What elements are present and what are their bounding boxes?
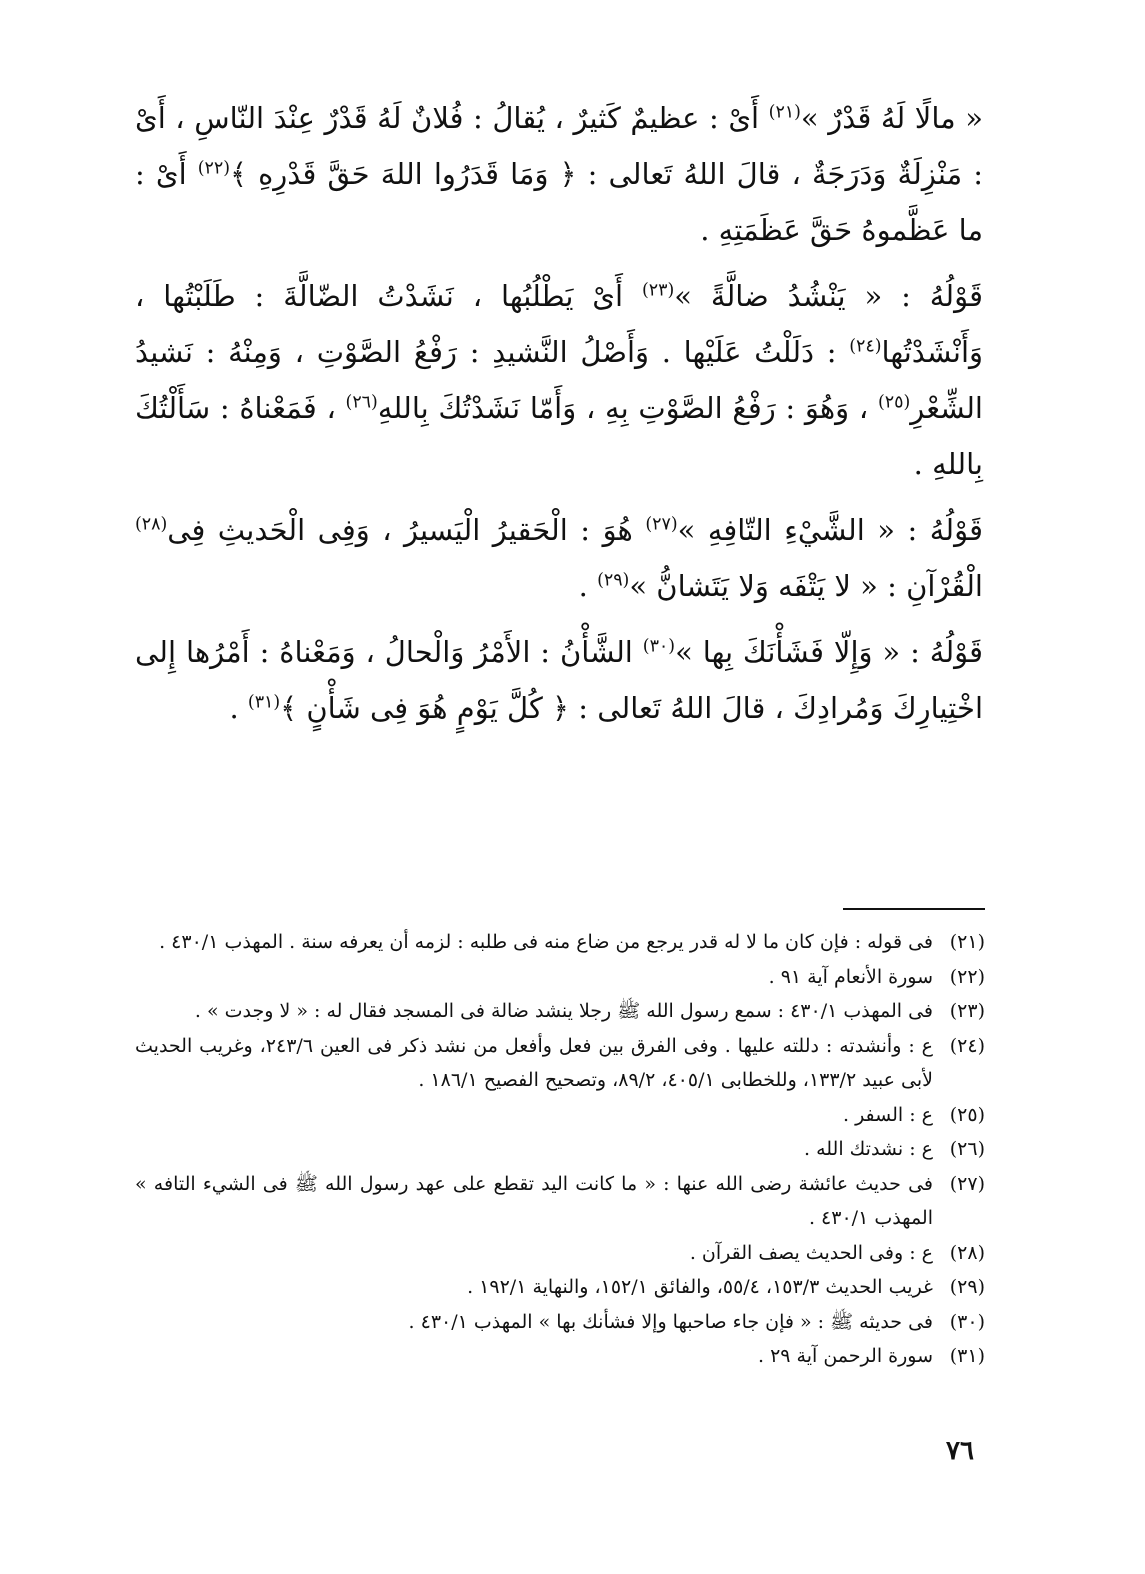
footnote-item [135, 925, 985, 960]
footnote-number: (٢٩) [949, 1276, 985, 1298]
paragraph-text: أَىْ : عظيمٌ كَثيرٌ ، يُقالُ : فُلانٌ لَهُ قَدْرٌ عِنْدَ النّاسِ ، أَىْ : مَنْزِلَةٌ وَدَرَجَةٌ ، قالَ اللهُ تَعالى : ﴿ وَمَا قَدَرُوا اللهَ حَقَّ قَدْرِهِ ﴾ [135, 101, 984, 191]
footnote-item [135, 1236, 985, 1271]
footnote-ref: (٣٠) [642, 636, 676, 657]
footnote-item [135, 1305, 985, 1340]
paragraph-text: الشَّأْنُ : الأَمْرُ وَالْحالُ ، وَمَعْناهُ : أَمْرُها إِلى اخْتِيارِكَ وَمُرادِكَ ، قالَ اللهُ تَعالى : ﴿ كُلَّ يَوْمٍ هُوَ فِى شَأْنٍ ﴾ [135, 635, 983, 725]
footnote-number: (٢٤) [949, 1034, 985, 1057]
paragraph [135, 624, 983, 736]
paragraph-text: ، وَهُوَ : رَفْعُ الصَّوْتِ بِهِ ، وَأَمّا نَشَدْتُكَ بِاللهِ [377, 391, 878, 425]
footnote-ref: (٢٦) [345, 392, 378, 413]
page-number: ٧٦ [946, 1436, 974, 1466]
footnote-ref: (٢٨) [135, 514, 168, 535]
footnote-item [135, 1167, 985, 1236]
footnote-text: ع : وفى الحديث يصف القرآن . [689, 1241, 933, 1264]
footnote-item [135, 1132, 985, 1167]
footnote-ref: (٢٥) [877, 392, 911, 413]
paragraph-text: قَوْلُهُ : « وَإِلّا فَشَأْنَكَ بِها » [675, 635, 984, 669]
footnote-text: فى حديثه ﷺ : « فإن جاء صاحبها وإلا فشأنك بها » المهذب ٤٣٠/١ . [408, 1310, 933, 1333]
footnote-item [135, 1098, 985, 1133]
footnote-text: فى قوله : فإن كان ما لا له قدر يرجع من ضاع منه فى طلبه : لزمه أن يعرفه سنة . المهذب ٤٣٠/١ . [159, 931, 933, 953]
paragraph-text: . [229, 691, 248, 725]
paragraph-text: قَوْلُهُ : « الشَّيْءِ التّافِهِ » [677, 513, 983, 547]
footnote-item [135, 1270, 985, 1305]
footnote-item [135, 1339, 985, 1374]
paragraph-text: أَىْ يَطْلُبُها ، نَشَدْتُ الضّالَّةَ : طَلَبْتُها ، وَأَنْشَدْتُها [135, 279, 983, 369]
footnote-ref: (٢٢) [197, 158, 231, 179]
main-text [135, 90, 983, 746]
paragraph-text: قَوْلُهُ : « يَنْشُدُ ضالَّةً » [674, 279, 983, 313]
paragraph-text: أَىْ : ما عَظَّموهُ حَقَّ عَظَمَتِهِ . [135, 157, 983, 247]
footnote-ref: (٢٤) [849, 336, 882, 357]
paragraph [135, 90, 983, 258]
footnote-item [135, 960, 985, 995]
footnote-text: ع : وأنشدته : دللته عليها . وفى الفرق بين فعل وأفعل من نشد ذكر فى العين ٢٤٣/٦، وغريب الحديث لأبى عبيد ١٣٣/٢، وللخطابى ٤٠٥/١، ٨٩/٢، وتصحيح الفصيح ١٨٦/١ . [135, 1034, 933, 1091]
footnote-number: (٢٢) [949, 965, 985, 988]
footnote-separator [843, 908, 985, 910]
footnote-number: (٢٧) [949, 1172, 985, 1195]
paragraph-text: . [578, 569, 598, 603]
footnote-ref: (٣١) [247, 692, 281, 713]
footnotes [135, 925, 985, 1374]
footnote-text: سورة الأنعام آية ٩١ . [768, 965, 933, 988]
footnote-ref: (٢٣) [641, 280, 675, 301]
footnote-ref: (٢٧) [645, 514, 678, 535]
footnote-number: (٢٥) [949, 1103, 985, 1126]
footnote-number: (٣١) [949, 1345, 985, 1367]
paragraph-text: : دَلَلْتُ عَلَيْها . وَأَصْلُ النَّشيدِ : رَفْعُ الصَّوْتِ ، وَمِنْهُ : نَشيدُ الشِّعْرِ [135, 335, 983, 425]
footnote-number: (٢١) [949, 931, 985, 953]
footnote-ref: (٢١) [768, 102, 801, 123]
footnote-text: سورة الرحمن آية ٢٩ . [758, 1345, 933, 1367]
footnote-number: (٢٦) [949, 1138, 985, 1160]
footnote-text: غريب الحديث ١٥٣/٣، ٥٥/٤، والفائق ١٥٢/١، والنهاية ١٩٢/١ . [467, 1276, 933, 1298]
footnote-item [135, 994, 985, 1029]
footnote-text: فى المهذب ٤٣٠/١ : سمع رسول الله ﷺ رجلا ينشد ضالة فى المسجد فقال له : « لا وجدت » . [194, 1000, 933, 1022]
footnote-text: ع : نشدتك الله . [804, 1138, 933, 1160]
footnote-number: (٢٣) [949, 1000, 985, 1022]
paragraph-text: الْقُرْآنِ : « لا يَتْفَه وَلا يَتَشانُّ » [629, 569, 983, 603]
paragraph-text: « مالًا لَهُ قَدْرٌ » [800, 101, 983, 135]
footnote-number: (٢٨) [949, 1241, 985, 1264]
footnote-text: ع : السفر . [842, 1103, 933, 1126]
paragraph [135, 268, 983, 492]
paragraph [135, 502, 983, 614]
footnote-ref: (٢٩) [597, 570, 630, 591]
footnote-item [135, 1029, 985, 1098]
paragraph-text: ، فَمَعْناهُ : سَأَلْتُكَ بِاللهِ . [135, 391, 983, 481]
paragraph-text: هُوَ : الْحَقيرُ الْيَسيرُ ، وَفِى الْحَديثِ فِى [167, 513, 646, 547]
footnote-number: (٣٠) [949, 1310, 985, 1333]
footnote-text: فى حديث عائشة رضى الله عنها : « ما كانت اليد تقطع على عهد رسول الله ﷺ فى الشيء التافه » المهذب ٤٣٠/١ . [135, 1172, 933, 1229]
